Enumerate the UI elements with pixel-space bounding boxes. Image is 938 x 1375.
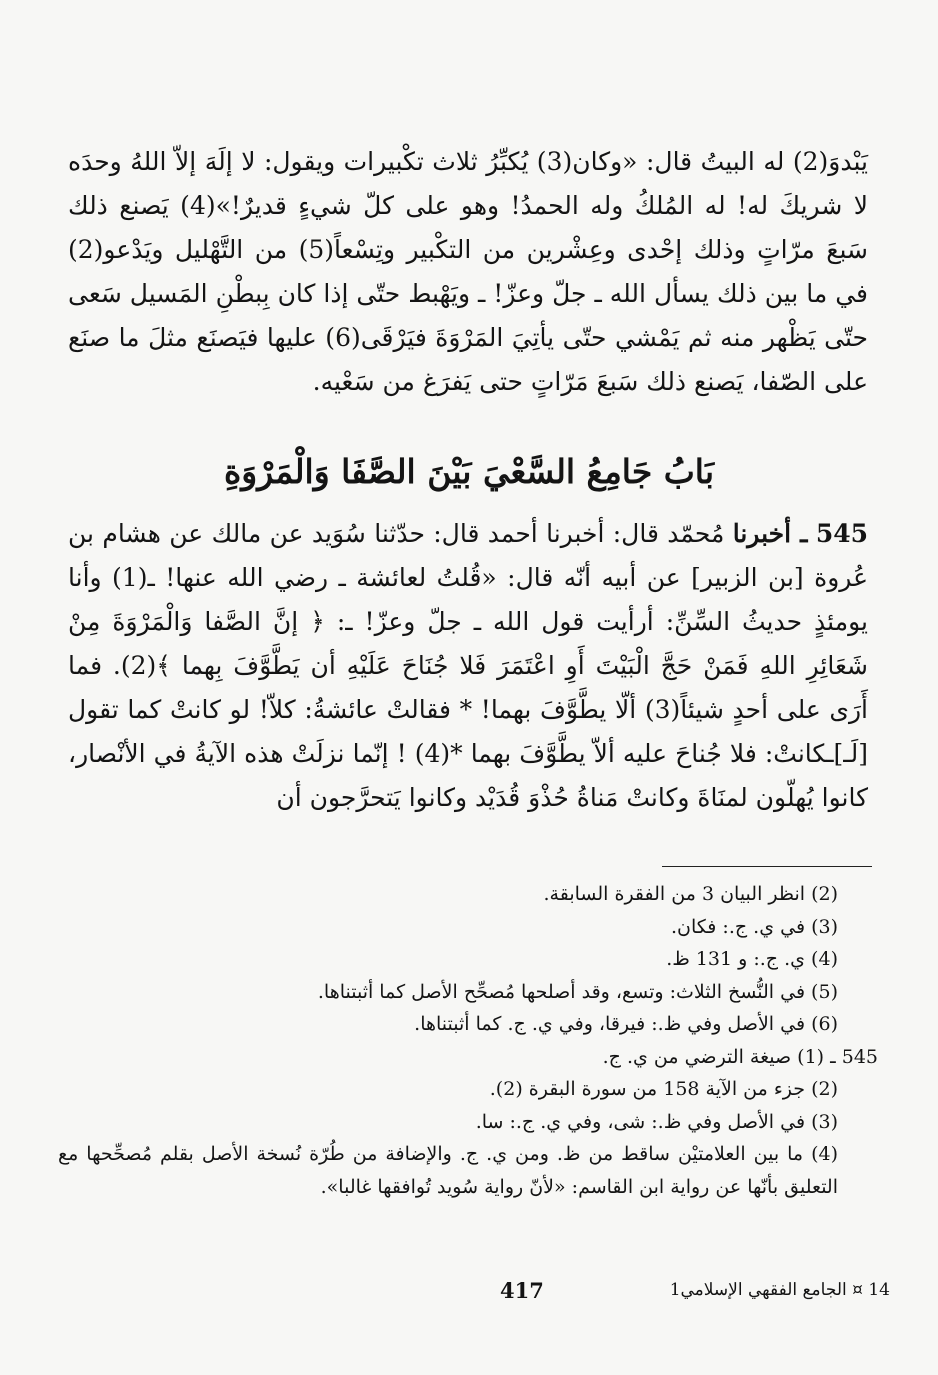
hadith-paragraph	[68, 512, 868, 820]
footnote: (2) انظر البيان 3 من الفقرة السابقة.	[543, 883, 838, 905]
footnote: (2) جزء من الآية 158 من سورة البقرة (2).	[489, 1078, 838, 1100]
footnotes-list	[58, 878, 878, 1203]
section-heading: بَابُ جَامِعُ السَّعْيَ بَيْنَ الصَّفَا وَالْمَرْوَةِ	[223, 452, 715, 491]
footnote: (3) في الأصل وفي ظ.: شى، وفي ي. ج.: سا.	[475, 1110, 838, 1133]
page-number: 417	[500, 1278, 544, 1303]
body-paragraph: يَبْدوَ(2) له البيتُ قال: «وكان(3) يُكبِّرُ ثلاث تكْبيرات ويقول: لا إلَهَ إلاّ اللهُ وحدَه لا شريكَ له! له المُلكُ وله الحمدُ! وهو على كلّ شيءٍ قديرٌ!»(4) يَصنع ذلك سَبعَ مرّاتٍ وذلك إحْدى وعِشْرين من التكْبير وتِسْعاً(5) من التَّهْليل ويَدْعو(2) في ما بين ذلك يسأل الله ـ جلّ وعزّ! ـ ويَهْبط حتّى إذا كان بِبطْنِ المَسيل سَعى حتّى يَظْهر منه ثم يَمْشي حتّى يأتِيَ المَرْوَةَ فيَرْقَى(6) عليها فيَصنَع مثلَ ما صنَع على الصّفا، يَصنع ذلك سَبعَ مَرّاتٍ حتى يَفرَغ من سَعْيه.	[68, 147, 869, 396]
hadith-text: مُحمّد قال: أخبرنا أحمد قال: حدّثنا سُوَيد عن مالك عن هشام بن عُروة [بن الزبير] عن أبيه أنّه قال: «قُلتُ لعائشة ـ رضي الله عنها! ـ(1) وأنا يومئذٍ حديثُ السِّنِّ: أرأيت قول الله ـ جلّ وعزّ! ـ: ﴿ إنَّ الصَّفا وَالْمَرْوَةَ مِنْ شَعَائِرِ اللهِ فَمَنْ حَجَّ الْبَيْتَ أَوِ اعْتَمَرَ فَلا جُنَاحَ عَلَيْهِ أن يَطَّوَّفَ بِهما ﴾(2). فما أَرَى على أحدٍ شيئاً(3) ألّا يطَّوَّفَ بهما! * فقالتْ عائشةُ: كلاّ! لو كانتْ كما تقول [لَـ]ـكانتْ: فلا جُناحَ عليه ألاّ يطَّوَّفَ بهما *(4) ! إنّما نزلَتْ هذه الآيةُ في الأنْصار، كانوا يُهلّون لمنَاةَ وكانتْ مَناةُ حُذْوَ قُدَيْد وكانوا يَتحرَّجون أن	[68, 519, 868, 812]
footnote: (3) في ي. ج.: فكان.	[671, 915, 838, 938]
footnote: 545 ـ (1) صيغة الترضي من ي. ج.	[602, 1045, 878, 1068]
footnote: (4) ما بين العلامتيْن ساقط من ظ. ومن ي. ج. والإضافة من طُرّة نُسخة الأصل بقلم مُصحِّحها مع التعليق بأنّها عن رواية ابن القاسم: «لأنّ رواية سُويد تُوافقها غالبا».	[58, 1143, 838, 1198]
footnote: (4) ي. ج.: و 131 ظ.	[666, 948, 838, 970]
footnote-divider	[662, 866, 872, 867]
footnote: (5) في النُّسخ الثلاث: وتسع، وقد أصلحها مُصحِّح الأصل كما أثبتناها.	[317, 980, 838, 1003]
footnote: (6) في الأصل وفي ظ.: فيرقا، وفي ي. ج. كما أثبتناها.	[414, 1013, 838, 1035]
hadith-number: 545	[815, 519, 869, 548]
page-footer	[0, 1278, 938, 1314]
running-footer: 14 ¤ الجامع الفقهي الإسلامي1	[669, 1280, 890, 1300]
hadith-lead: ـ أخبرنا	[732, 519, 808, 548]
